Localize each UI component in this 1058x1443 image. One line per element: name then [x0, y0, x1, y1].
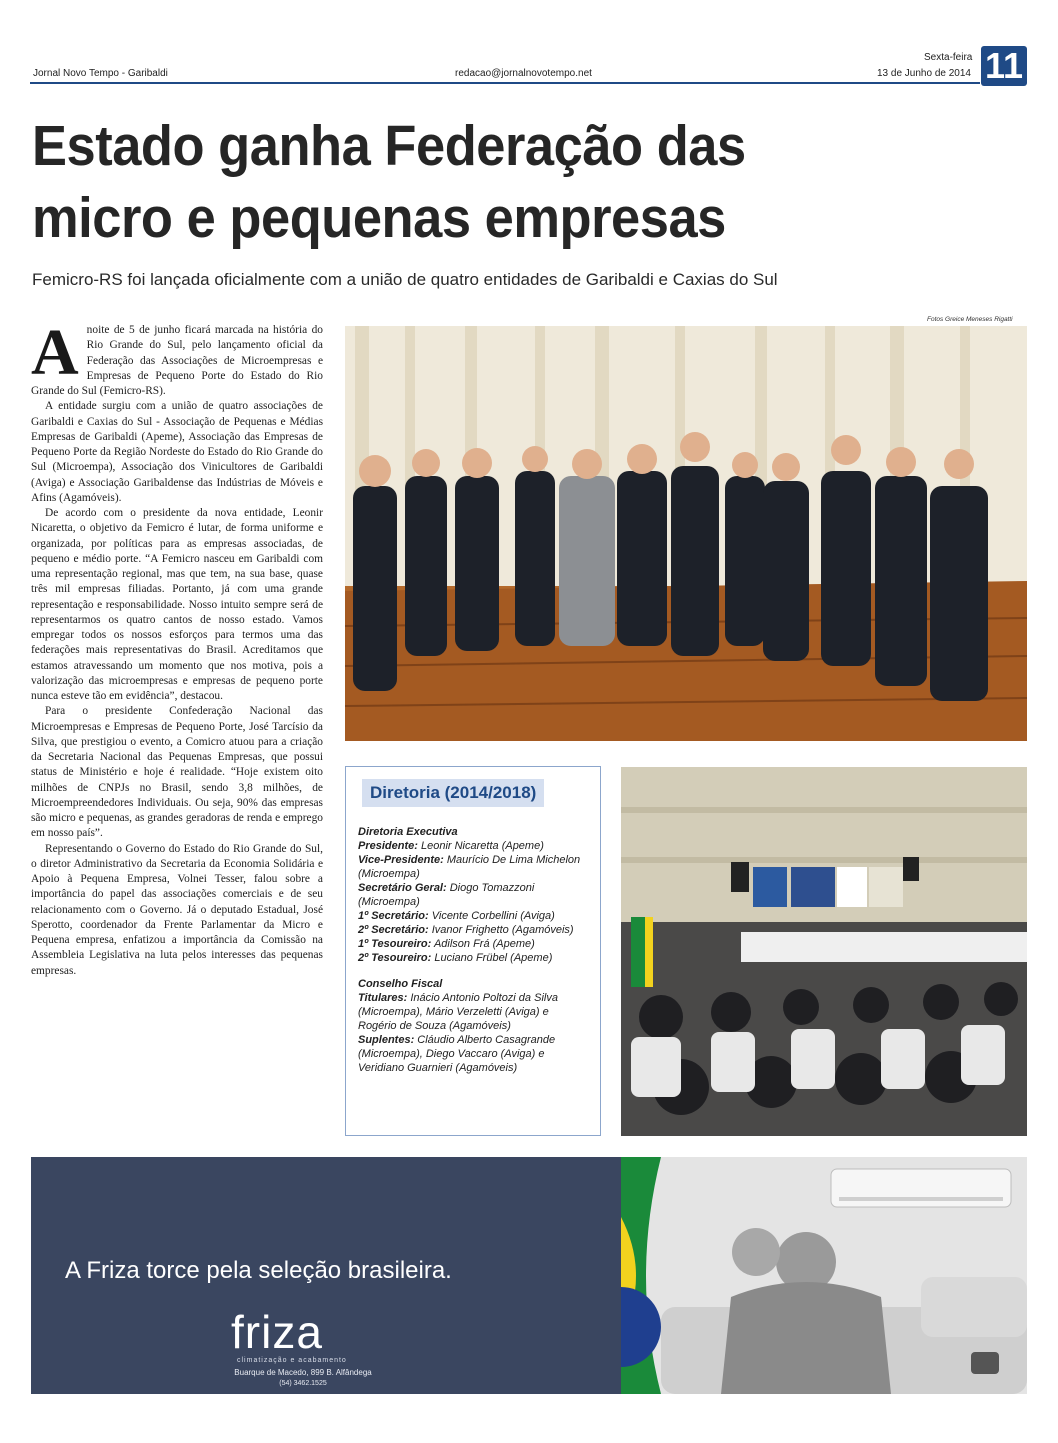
group-photo: [345, 326, 1027, 741]
ad-address: Buarque de Macedo, 899 B. Alfândega: [234, 1368, 372, 1377]
friza-advertisement[interactable]: [31, 1157, 1027, 1394]
article-paragraph: noite de 5 de junho ficará marcada na história do Rio Grande do Sul, pelo lançamento oficial da Federação das Associações de Microempresas e Empresas de Pequeno Porte do Estado do Rio Grande do Sul (Femicro-RS).: [31, 324, 323, 397]
board-member: 2º Secretário: Ivanor Frighetto (Agamóveis): [358, 924, 574, 936]
newsroom-email[interactable]: redacao@jornalnovotempo.net: [455, 68, 592, 79]
council-members: Suplentes: Cláudio Alberto Casagrande (Microempa), Diego Vaccaro (Aviga) e Veridiano Guarnieri (Agamóveis): [358, 1034, 556, 1074]
headline-line-1: Estado ganha Federação das: [32, 114, 746, 178]
article-paragraph: Representando o Governo do Estado do Rio Grande do Sul, o diretor Administrativo da Secretaria da Economia Solidária e Apoio à Pequena Empresa, Volnei Tesser, falou sobre a importância do papel das associações comerciais e de seu relacionamento com o Governo. Já o deputado Estadual, José Sperotto, coordenador da Frente Parlamentar da Micro e Pequena empresa, enfatizou a importância da Comissão na Assembleia Legislativa na luta pelos interesses das pequenas empresas.: [31, 842, 323, 977]
board-members-box: [345, 766, 601, 1136]
event-photo-illustration: [621, 767, 1027, 1136]
board-member: Secretário Geral: Diogo Tomazzoni (Microempa): [358, 882, 535, 908]
ad-phone: (54) 3462.1525: [279, 1380, 327, 1387]
friza-logo-subtitle: climatização e acabamento: [237, 1357, 347, 1364]
article-paragraph: De acordo com o presidente da nova entidade, Leonir Nicaretta, o objetivo da Femicro é lutar, de forma uniforme e organizada, por políticas para as empresas associadas, de pequeno e médio porte. “A Femicro nasceu em Garibaldi com uma representação regional, mas que tem, na sua base, quase três mil empresas filiadas. Portanto, já com uma grande representação e responsabilidade. Nosso intuito sempre será de representarmos os quatro cantos de nosso estado. Vamos empregar todos os nossos esforços para termos uma das federações mais representativas do Brasil. Acreditamos que estamos atravessando um momento que nos motiva, pois a valorização das microempresas e empresas de pequeno porte nunca esteve tão em evidência”, destacou.: [31, 507, 323, 702]
header-rule: [30, 82, 980, 84]
fiscal-council-heading: Conselho Fiscal: [358, 978, 443, 990]
headline-line-2: micro e pequenas empresas: [32, 186, 726, 250]
board-member: 2º Tesoureiro: Luciano Frübel (Apeme): [358, 952, 553, 964]
article-paragraph: A entidade surgiu com a união de quatro associações de Garibaldi e Caxias do Sul - Associação de Pequenas e Médias Empresas de Garibaldi (Apeme), Associação das Empresas de Pequeno Porte da Região Nordeste do Estado do Rio Grande do Sul (Microempa), Associação dos Vinicultores de Garibaldi (Aviga) e Associação Garibaldense das Indústrias de Móveis e Afins (Agamóveis).: [31, 400, 323, 504]
ad-photo-illustration: [621, 1157, 1027, 1394]
board-member: Vice-Presidente: Maurício De Lima Michelon (Microempa): [358, 854, 581, 880]
drop-cap: A: [31, 316, 79, 389]
subheadline: Femicro-RS foi lançada oficialmente com a união de quatro entidades de Garibaldi e Caxias do Sul: [32, 270, 778, 289]
board-member: 1º Secretário: Vicente Corbellini (Aviga): [358, 910, 555, 922]
issue-date: 13 de Junho de 2014: [877, 68, 971, 79]
executive-board-heading: Diretoria Executiva: [358, 826, 458, 838]
event-audience-photo: [621, 767, 1027, 1136]
board-member: 1º Tesoureiro: Adilson Frá (Apeme): [358, 938, 535, 950]
council-members: Titulares: Inácio Antonio Poltozi da Silva (Microempa), Mário Verzeletti (Aviga) e Rogério de Souza (Agamóveis): [358, 992, 558, 1032]
article-paragraph: Para o presidente Confederação Nacional das Microempresas e Empresas de Pequeno Porte, José Tarcísio da Silva, que prestigiou o evento, a Comicro atuou para a criação da Secretaria Nacional das Pequenas Empresas, que possui status de Ministério e hoje é realidade. “Hoje existem oito milhões de CNPJs no Brasil, sendo 3,8 milhões, de Microempreendedores Individuais. Ou seja, 90% das empresas são micro e pequenas, as grandes geradoras de renda e emprego em nosso país”.: [31, 705, 323, 840]
board-box-title: Diretoria (2014/2018): [362, 779, 544, 807]
photo-credit: Fotos Greice Meneses Rigatti: [927, 316, 1013, 323]
friza-logo: friza: [231, 1306, 323, 1358]
headline: [32, 110, 768, 254]
article-body: [31, 316, 323, 979]
board-member: Presidente: Leonir Nicaretta (Apeme): [358, 840, 544, 852]
page-number-badge: 11: [981, 46, 1027, 86]
issue-weekday: Sexta-feira: [924, 52, 973, 63]
ad-tagline: A Friza torce pela seleção brasileira.: [65, 1257, 452, 1284]
newspaper-name: Jornal Novo Tempo - Garibaldi: [33, 68, 168, 79]
group-photo-illustration: [345, 326, 1027, 741]
ad-family-photo: [621, 1157, 1027, 1394]
